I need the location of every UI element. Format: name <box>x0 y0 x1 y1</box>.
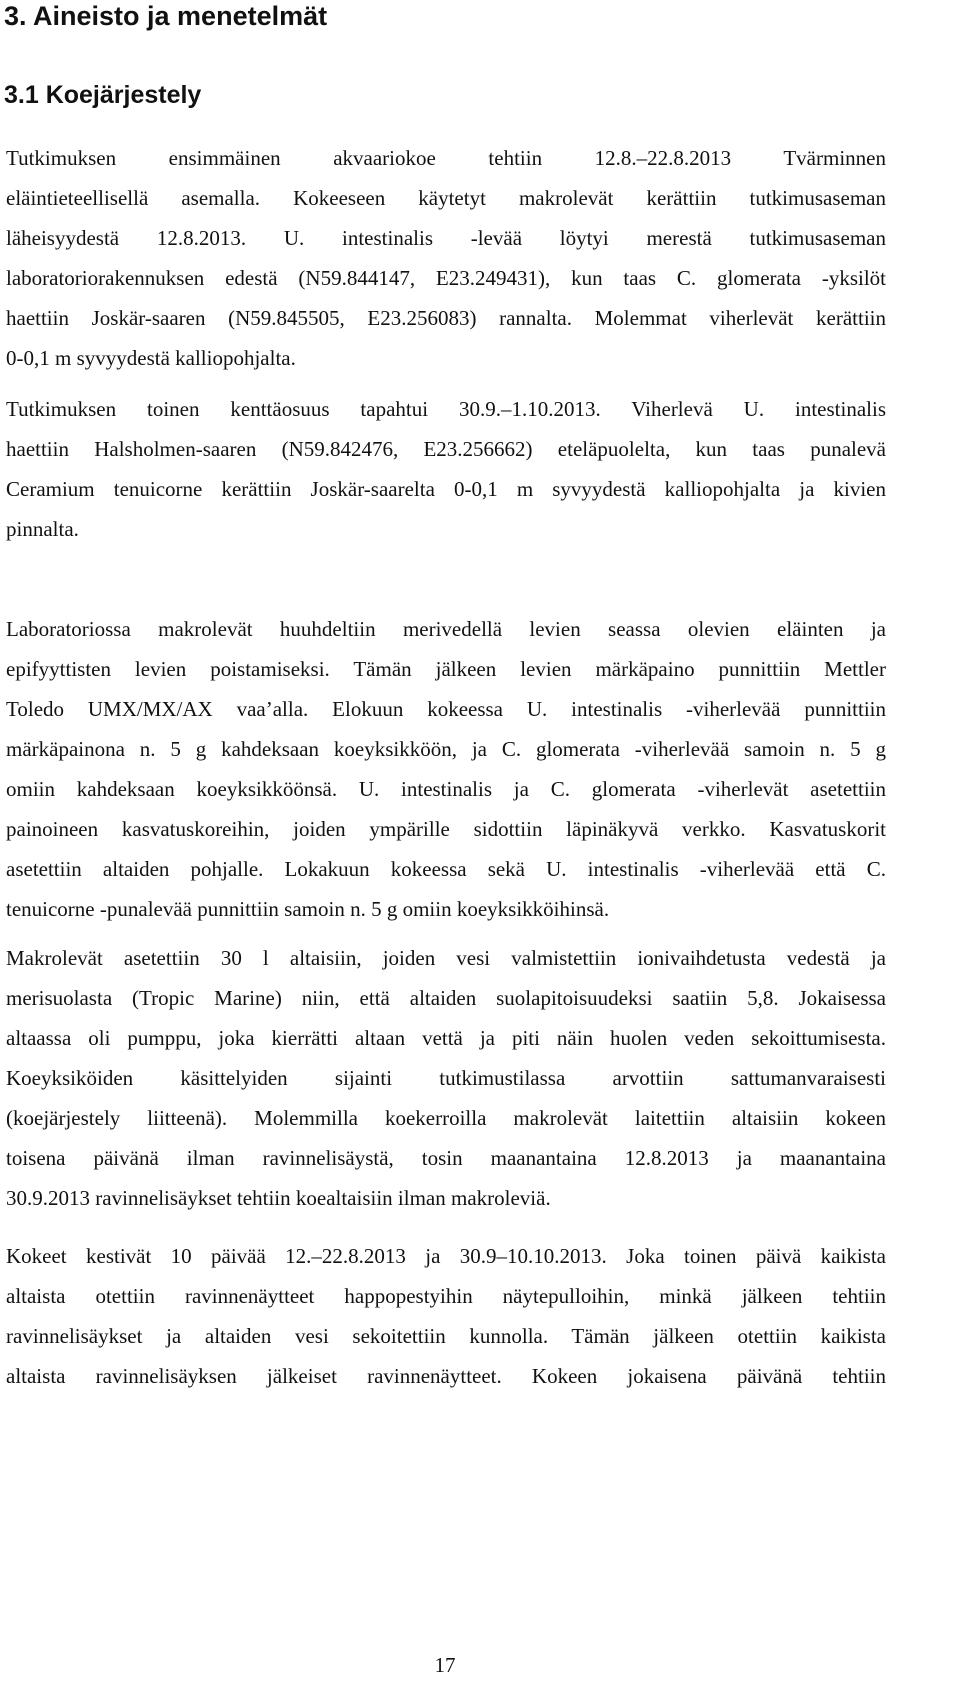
paragraph-line: Koeyksiköiden käsittelyiden sijainti tutkimustilassa arvottiin sattumanvaraisesti <box>6 1066 886 1090</box>
paragraph-line: haettiin Joskär-saaren (N59.845505, E23.256083) rannalta. Molemmat viherlevät kerättiin <box>6 306 886 330</box>
paragraph-line: (koejärjestely liitteenä). Molemmilla koekerroilla makrolevät laitettiin altaisiin kokeen <box>6 1106 886 1130</box>
paragraph-line: omiin kahdeksaan koeyksikköönsä. U. intestinalis ja C. glomerata -viherlevät asetettiin <box>6 777 886 801</box>
paragraph-line: läheisyydestä 12.8.2013. U. intestinalis -levää löytyi merestä tutkimusaseman <box>6 226 886 250</box>
paragraph-line: Toledo UMX/MX/AX vaa’alla. Elokuun kokeessa U. intestinalis -viherlevää punnittiin <box>6 697 886 721</box>
paragraph-line: asetettiin altaiden pohjalle. Lokakuun kokeessa sekä U. intestinalis -viherlevää että C. <box>6 857 886 881</box>
paragraph-line: Tutkimuksen toinen kenttäosuus tapahtui 30.9.–1.10.2013. Viherlevä U. intestinalis <box>6 397 886 421</box>
section-heading: 3. Aineisto ja menetelmät <box>4 1 328 31</box>
paragraph-line: toisena päivänä ilman ravinnelisäystä, tosin maanantaina 12.8.2013 ja maanantaina <box>6 1146 886 1170</box>
paragraph-line: märkäpainona n. 5 g kahdeksaan koeyksikköön, ja C. glomerata -viherlevää samoin n. 5 g <box>6 737 886 761</box>
paragraph-line: altaassa oli pumppu, joka kierrätti altaan vettä ja piti näin huolen veden sekoittumisesta. <box>6 1026 886 1050</box>
paragraph-line: epifyyttisten levien poistamiseksi. Tämän jälkeen levien märkäpaino punnittiin Mettler <box>6 657 886 681</box>
paragraph-4 <box>6 938 886 1218</box>
paragraph-1 <box>6 138 886 378</box>
paragraph-5 <box>6 1236 886 1396</box>
paragraph-line: pinnalta. <box>6 517 79 541</box>
paragraph-line: merisuolasta (Tropic Marine) niin, että altaiden suolapitoisuudeksi saatiin 5,8. Jokaisessa <box>6 986 886 1010</box>
paragraph-line: Tutkimuksen ensimmäinen akvaariokoe tehtiin 12.8.–22.8.2013 Tvärminnen <box>6 146 886 170</box>
paragraph-line: haettiin Halsholmen-saaren (N59.842476, E23.256662) eteläpuolelta, kun taas punalevä <box>6 437 886 461</box>
paragraph-line: Laboratoriossa makrolevät huuhdeltiin merivedellä levien seassa olevien eläinten ja <box>6 617 886 641</box>
paragraph-line: altaista otettiin ravinnenäytteet happopestyihin näytepulloihin, minkä jälkeen tehtiin <box>6 1284 886 1308</box>
paragraph-line: Kokeet kestivät 10 päivää 12.–22.8.2013 ja 30.9–10.10.2013. Joka toinen päivä kaikista <box>6 1244 886 1268</box>
subsection-heading: 3.1 Koejärjestely <box>4 81 202 109</box>
paragraph-3 <box>6 609 886 929</box>
page-number: 17 <box>434 1653 456 1677</box>
paragraph-line: Ceramium tenuicorne kerättiin Joskär-saarelta 0-0,1 m syvyydestä kalliopohjalta ja kivien <box>6 477 886 501</box>
paragraph-2 <box>6 389 886 549</box>
paragraph-line: altaista ravinnelisäyksen jälkeiset ravinnenäytteet. Kokeen jokaisena päivänä tehtiin <box>6 1364 886 1388</box>
paragraph-line: Makrolevät asetettiin 30 l altaisiin, joiden vesi valmistettiin ionivaihdetusta vedestä ja <box>6 946 886 970</box>
paragraph-line: eläintieteellisellä asemalla. Kokeeseen käytetyt makrolevät kerättiin tutkimusaseman <box>6 186 886 210</box>
paragraph-line: tenuicorne -punalevää punnittiin samoin n. 5 g omiin koeyksikköihinsä. <box>6 897 610 921</box>
paragraph-line: painoineen kasvatuskoreihin, joiden ympärille sidottiin läpinäkyvä verkko. Kasvatuskorit <box>6 817 886 841</box>
paragraph-line: 30.9.2013 ravinnelisäykset tehtiin koealtaisiin ilman makroleviä. <box>6 1186 551 1210</box>
paragraph-line: 0-0,1 m syvyydestä kalliopohjalta. <box>6 346 296 370</box>
paragraph-line: laboratoriorakennuksen edestä (N59.844147, E23.249431), kun taas C. glomerata -yksilöt <box>6 266 886 290</box>
paragraph-line: ravinnelisäykset ja altaiden vesi sekoitettiin kunnolla. Tämän jälkeen otettiin kaikista <box>6 1324 886 1348</box>
